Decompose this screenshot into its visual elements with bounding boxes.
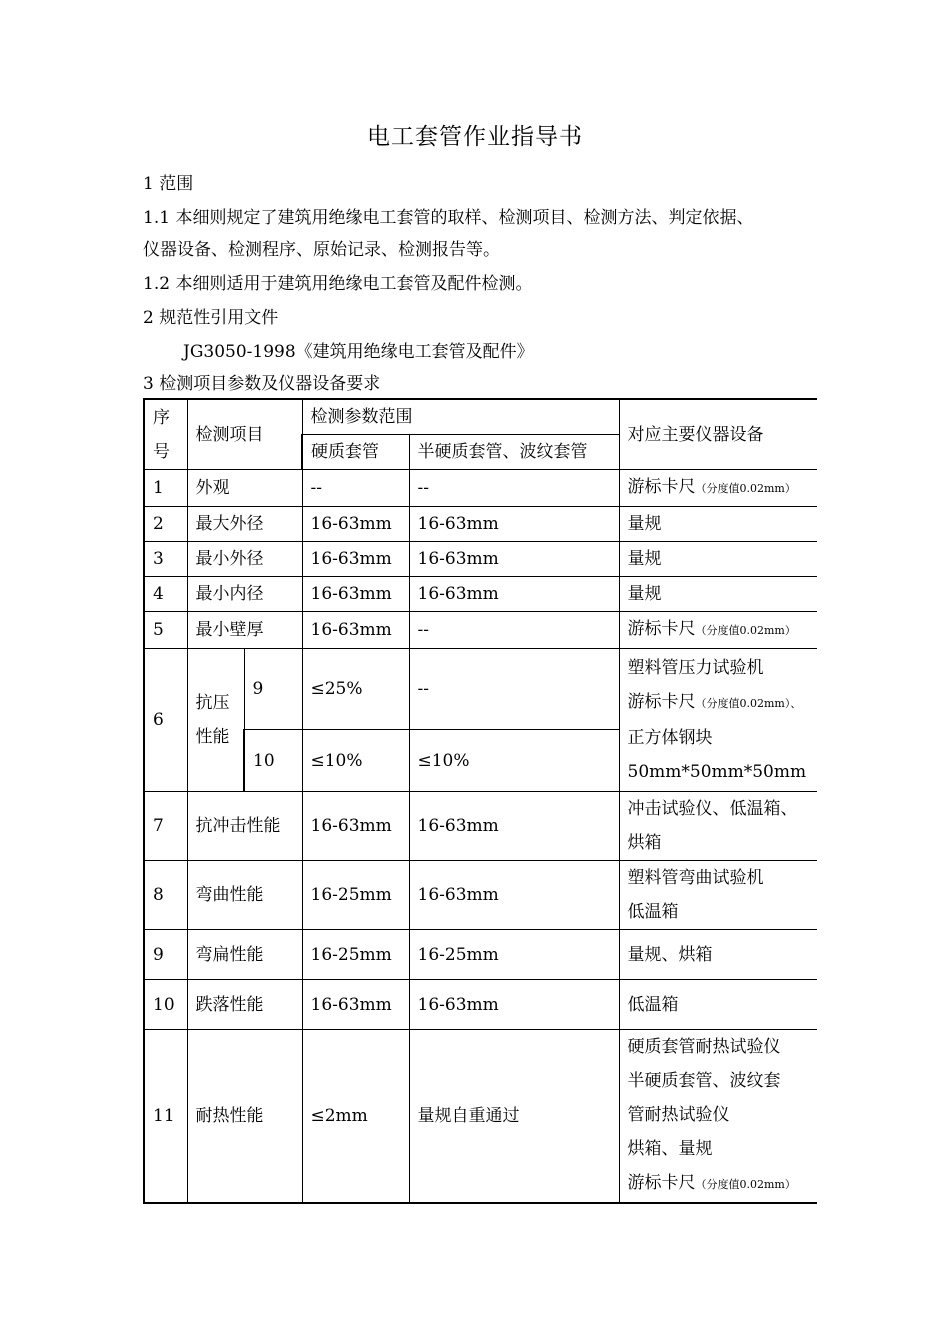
cell-item: 最小壁厚 [187, 612, 302, 649]
cell-item: 弯扁性能 [187, 930, 302, 980]
section-1-1-line-1: 1.1 本细则规定了建筑用绝缘电工套管的取样、检测项目、检测方法、判定依据、 [143, 208, 754, 228]
section-1-1-line-2: 仪器设备、检测程序、原始记录、检测报告等。 [143, 240, 500, 260]
cell-rigid: -- [302, 470, 409, 507]
equipment-line-2: 烘箱 [627, 833, 662, 853]
header-semi: 半硬质套管、波纹套管 [409, 435, 619, 470]
cell-sub-item: 10 [244, 730, 302, 792]
cell-equipment: 量规 [619, 507, 817, 542]
cell-item: 最大外径 [187, 507, 302, 542]
cell-semi: 量规自重通过 [409, 1030, 619, 1204]
table-row [144, 980, 817, 1030]
header-range: 检测参数范围 [302, 399, 619, 435]
equipment-text: 游标卡尺 [627, 477, 696, 497]
cell-item: 外观 [187, 470, 302, 507]
equipment-line-5 [628, 1166, 810, 1202]
cell-item: 跌落性能 [187, 980, 302, 1030]
cell-sub-item: 9 [244, 649, 302, 730]
section-2-heading: 2 规范性引用文件 [143, 308, 279, 328]
equipment-line-3: 正方体钢块 [627, 728, 713, 748]
table-header-row [144, 399, 817, 435]
cell-no: 4 [144, 577, 187, 612]
cell-rigid: ≤2mm [302, 1030, 409, 1204]
cell-no: 2 [144, 507, 187, 542]
cell-no: 10 [144, 980, 187, 1030]
equipment-line-1: 硬质套管耐热试验仪 [627, 1037, 781, 1057]
equipment-line-1: 冲击试验仪、低温箱、 [627, 799, 798, 819]
header-no-line-2: 号 [153, 441, 170, 462]
cell-equipment: 量规 [619, 542, 817, 577]
equipment-line-3: 管耐热试验仪 [627, 1105, 730, 1125]
table-row [144, 930, 817, 980]
cell-equipment: 量规 [619, 577, 817, 612]
cell-equipment [619, 792, 817, 861]
item-line-1: 抗压 [195, 693, 230, 713]
cell-rigid: 16-63mm [302, 542, 409, 577]
cell-semi: 16-63mm [409, 577, 619, 612]
cell-equipment [619, 861, 817, 930]
section-2-reference: JG3050-1998《建筑用绝缘电工套管及配件》 [183, 342, 534, 362]
cell-rigid: 16-25mm [302, 861, 409, 930]
cell-no: 11 [144, 1030, 187, 1204]
cell-item [187, 649, 244, 792]
cell-rigid: 16-63mm [302, 612, 409, 649]
table-row [144, 792, 817, 861]
cell-no: 3 [144, 542, 187, 577]
cell-semi: 16-63mm [409, 861, 619, 930]
table-row [144, 649, 817, 730]
cell-item: 最小外径 [187, 542, 302, 577]
cell-equipment: 低温箱 [619, 980, 817, 1030]
cell-no: 7 [144, 792, 187, 861]
equipment-text: 游标卡尺 [627, 692, 696, 712]
table-row [144, 612, 817, 649]
cell-equipment [619, 470, 817, 507]
spec-table [143, 398, 817, 1204]
equipment-line-2: 半硬质套管、波纹套 [627, 1071, 781, 1091]
cell-rigid: 16-25mm [302, 930, 409, 980]
equipment-text: 游标卡尺 [627, 1173, 696, 1193]
cell-equipment: 量规、烘箱 [619, 930, 817, 980]
cell-item: 抗冲击性能 [187, 792, 302, 861]
section-1-2: 1.2 本细则适用于建筑用绝缘电工套管及配件检测。 [143, 274, 533, 294]
equipment-line-4: 烘箱、量规 [627, 1139, 713, 1159]
table-row [144, 861, 817, 930]
equipment-note: （分度值0.02mm）、 [695, 697, 802, 710]
cell-semi: ≤10% [409, 730, 619, 792]
table-row [144, 507, 817, 542]
cell-semi: -- [409, 612, 619, 649]
item-line-2: 性能 [195, 727, 230, 747]
cell-semi: 16-63mm [409, 792, 619, 861]
section-3-heading: 3 检测项目参数及仪器设备要求 [143, 374, 381, 394]
equipment-note: （分度值0.02mm） [695, 624, 796, 637]
header-equipment: 对应主要仪器设备 [619, 399, 817, 470]
equipment-line-1: 塑料管弯曲试验机 [627, 868, 764, 888]
equipment-line-2 [628, 685, 810, 721]
equipment-line-1: 塑料管压力试验机 [627, 658, 764, 678]
cell-equipment [619, 1030, 817, 1204]
equipment-note: （分度值0.02mm） [695, 1178, 796, 1191]
header-item: 检测项目 [187, 399, 302, 470]
header-rigid: 硬质套管 [302, 435, 409, 470]
page-title: 电工套管作业指导书 [367, 124, 583, 150]
cell-equipment [619, 649, 817, 792]
cell-no: 8 [144, 861, 187, 930]
cell-no: 5 [144, 612, 187, 649]
equipment-note: （分度值0.02mm） [695, 482, 796, 495]
cell-semi: 16-63mm [409, 542, 619, 577]
equipment-text: 游标卡尺 [627, 619, 696, 639]
cell-no: 6 [144, 649, 187, 792]
cell-item: 弯曲性能 [187, 861, 302, 930]
equipment-line-2: 低温箱 [627, 902, 679, 922]
header-no-line-1: 序 [153, 407, 170, 428]
table-row [144, 470, 817, 507]
cell-semi: 16-25mm [409, 930, 619, 980]
cell-rigid: 16-63mm [302, 507, 409, 542]
table-row [144, 577, 817, 612]
cell-rigid: ≤10% [302, 730, 409, 792]
cell-semi: -- [409, 649, 619, 730]
cell-item: 耐热性能 [187, 1030, 302, 1204]
cell-semi: -- [409, 470, 619, 507]
cell-semi: 16-63mm [409, 980, 619, 1030]
cell-rigid: 16-63mm [302, 792, 409, 861]
cell-no: 1 [144, 470, 187, 507]
cell-rigid: 16-63mm [302, 577, 409, 612]
cell-item: 最小内径 [187, 577, 302, 612]
table-row [144, 1030, 817, 1204]
table-row [144, 542, 817, 577]
cell-rigid: ≤25% [302, 649, 409, 730]
section-1-heading: 1 范围 [143, 174, 194, 194]
equipment-line-4: 50mm*50mm*50mm [627, 762, 807, 782]
header-no [144, 399, 187, 470]
cell-rigid: 16-63mm [302, 980, 409, 1030]
cell-no: 9 [144, 930, 187, 980]
cell-semi: 16-63mm [409, 507, 619, 542]
cell-equipment [619, 612, 817, 649]
